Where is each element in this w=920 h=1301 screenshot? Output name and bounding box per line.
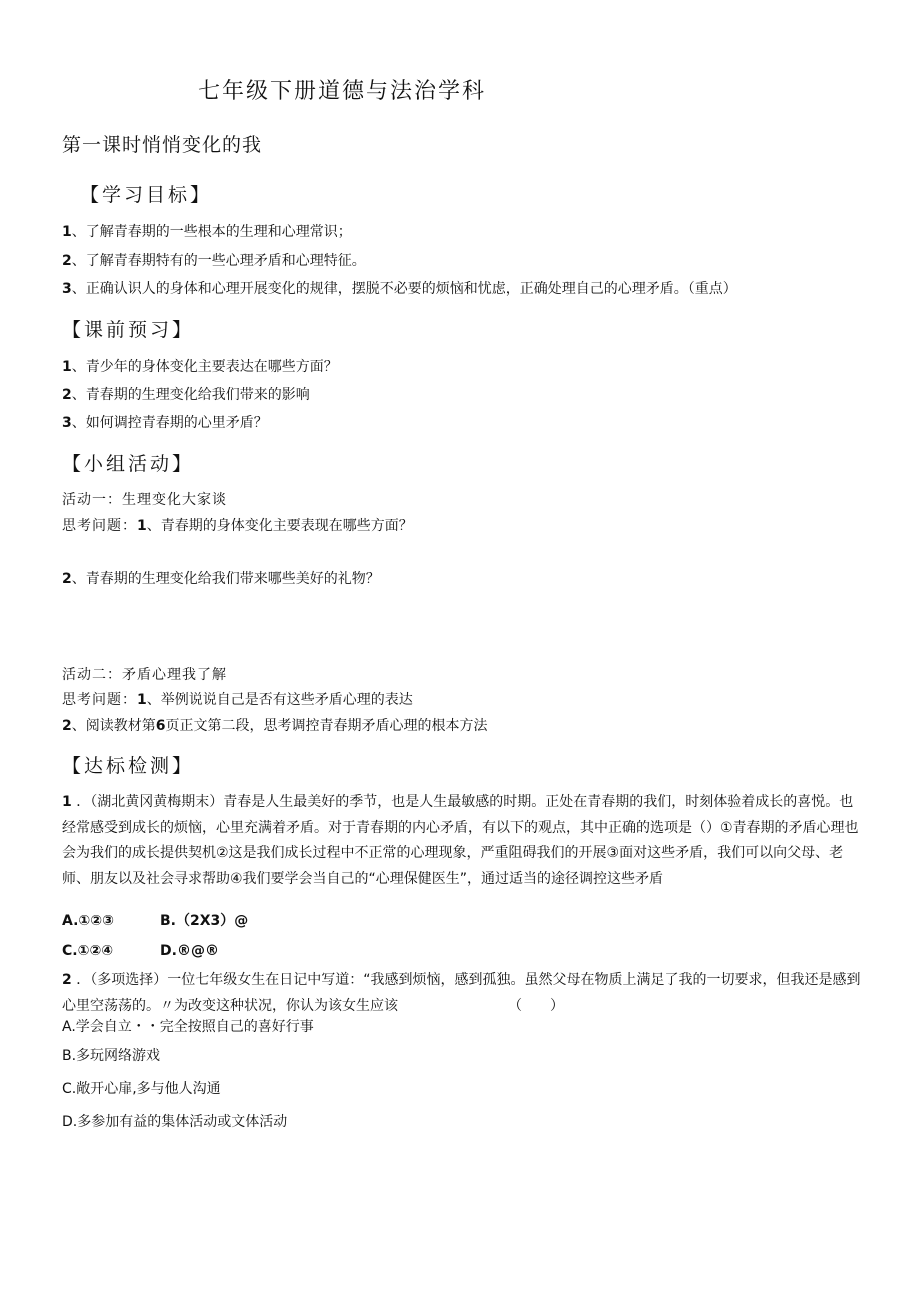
question-prefix: 思考问题： bbox=[62, 692, 137, 708]
q2-option-c: C.敞开心扉,多与他人沟通 bbox=[62, 1081, 221, 1097]
activity-2-question-1 bbox=[62, 690, 413, 710]
question-number: 2 bbox=[62, 718, 72, 734]
question-text: 页正文第二段，思考调控青春期矛盾心理的根本方法 bbox=[165, 718, 488, 734]
question-text: ．（多项选择）一位七年级女生在日记中写道：“我感到烦恼，感到孤独。虽然父母在物质上满足了我的一切要求，但我还是感到心里空荡荡的。〃为改变这种状况，你认为该女生应该 bbox=[62, 972, 861, 1014]
objective-item-2 bbox=[62, 251, 366, 271]
question-number: 1 bbox=[137, 692, 147, 708]
q2-option-a: A.学会自立・・完全按照自己的喜好行事 bbox=[62, 1019, 314, 1035]
question-text: 、举例说说自己是否有这些矛盾心理的表达 bbox=[146, 692, 413, 708]
question-prefix: 思考问题： bbox=[62, 518, 137, 534]
objective-number: 3 bbox=[62, 281, 72, 297]
section-group-activity: 【小组活动】 bbox=[62, 453, 195, 475]
preview-item-3 bbox=[62, 413, 268, 433]
preview-text: 、青少年的身体变化主要表达在哪些方面？ bbox=[71, 359, 338, 375]
answer-bracket: （ ） bbox=[508, 997, 564, 1014]
preview-number: 1 bbox=[62, 359, 72, 375]
objective-text: 、正确认识人的身体和心理开展变化的规律，摆脱不必要的烦恼和忧虑，正确处理自己的心理矛盾。（重点） bbox=[71, 281, 737, 297]
q1-option-c: C.①②④ bbox=[62, 943, 114, 959]
section-test: 【达标检测】 bbox=[62, 755, 195, 777]
preview-item-2 bbox=[62, 385, 310, 405]
question-number: 2 bbox=[62, 972, 72, 988]
question-text: 、阅读教材第 bbox=[71, 718, 156, 734]
activity-1-question-1 bbox=[62, 516, 413, 536]
objective-item-1 bbox=[62, 222, 352, 242]
section-objectives: 【学习目标】 bbox=[80, 184, 213, 206]
question-text: ．（湖北黄冈黄梅期末）青春是人生最美好的季节，也是人生最敏感的时期。正处在青春期的我们，时刻体验着成长的喜悦。也经常感受到成长的烦恼，心里充满着矛盾。对于青春期的内心矛盾，有以下的观点，其中正确的选项是（）①青春期的矛盾心理也会为我们的成长提供契机②这是我们成长过程中不正常的心理现象，严重阻碍我们的开展③面对这些矛盾，我们可以向父母、老师、朋友以及社会寻求帮助④我们要学会当自己的“心理保健医生”，通过适当的途径调控这些矛盾 bbox=[62, 794, 859, 887]
document-title: 七年级下册道德与法治学科 bbox=[198, 79, 487, 104]
preview-number: 2 bbox=[62, 387, 72, 403]
q1-option-d: D.®@® bbox=[160, 943, 219, 959]
question-number: 1 bbox=[137, 518, 147, 534]
lesson-title: 第一课时悄悄变化的我 bbox=[62, 134, 263, 156]
q2-option-d: D.多参加有益的集体活动或文体活动 bbox=[62, 1114, 288, 1130]
question-number: 2 bbox=[62, 571, 72, 587]
preview-item-1 bbox=[62, 357, 338, 377]
activity-1-question-2 bbox=[62, 569, 380, 589]
objective-number: 1 bbox=[62, 224, 72, 240]
section-preview: 【课前预习】 bbox=[62, 319, 195, 341]
objective-number: 2 bbox=[62, 253, 72, 269]
q2-option-b: B.多玩网络游戏 bbox=[62, 1048, 161, 1064]
test-question-1 bbox=[62, 790, 862, 892]
activity-2-title: 活动二：矛盾心理我了解 bbox=[62, 667, 227, 683]
preview-text: 、如何调控青春期的心里矛盾？ bbox=[71, 415, 268, 431]
q1-option-b: B.（2X3）@ bbox=[160, 913, 249, 929]
objective-text: 、了解青春期特有的一些心理矛盾和心理特征。 bbox=[71, 253, 366, 269]
activity-1-title: 活动一：生理变化大家谈 bbox=[62, 492, 227, 508]
question-number: 1 bbox=[62, 794, 72, 810]
objective-item-3 bbox=[62, 279, 737, 299]
page-number: 6 bbox=[155, 718, 166, 734]
preview-number: 3 bbox=[62, 415, 72, 431]
test-question-2 bbox=[62, 968, 862, 1019]
q1-option-a: A.①②③ bbox=[62, 913, 114, 929]
preview-text: 、青春期的生理变化给我们带来的影响 bbox=[71, 387, 310, 403]
question-text: 、青春期的生理变化给我们带来哪些美好的礼物？ bbox=[71, 571, 380, 587]
question-text: 、青春期的身体变化主要表现在哪些方面？ bbox=[146, 518, 413, 534]
objective-text: 、了解青春期的一些根本的生理和心理常识； bbox=[71, 224, 352, 240]
activity-2-question-2 bbox=[62, 716, 488, 736]
